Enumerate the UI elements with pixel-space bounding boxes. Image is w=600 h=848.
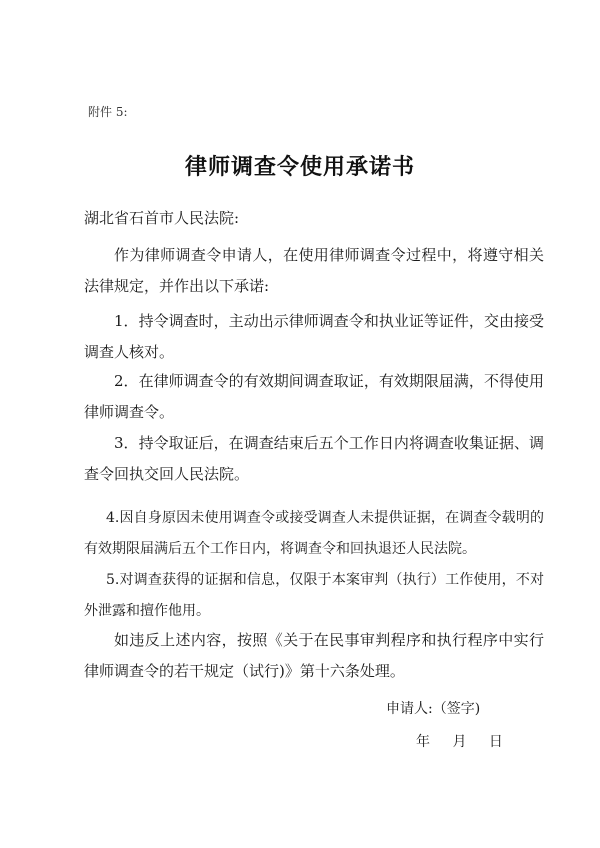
closing-paragraph: 如违反上述内容，按照《关于在民事审判程序和执行程序中实行律师调查令的若干规定（试行)》第十六条处理。 [84,631,544,680]
signature-line: 申请人:（签字) [386,701,481,717]
attachment-label: 附件 5: [88,105,128,119]
date-line: 年 月 日 [416,734,503,750]
commitment-4: 4.因自身原因未使用调查令或接受调查人未提供证据，在调查令载明的有效期限届满后五个工作日内，将调查令和回执退还人民法院。 [84,510,544,557]
addressee: 湖北省石首市人民法院: [84,209,240,227]
commitment-2: 2．在律师调查令的有效期间调查取证，有效期限届满，不得使用律师调查令。 [84,372,544,421]
commitment-1: 1．持令调查时，主动出示律师调查令和执业证等证件，交由接受调查人核对。 [84,312,544,361]
intro-paragraph: 作为律师调查令申请人，在使用律师调查令过程中，将遵守相关法律规定，并作出以下承诺: [84,246,544,295]
document-title: 律师调查令使用承诺书 [184,154,415,180]
commitment-5: 5.对调查获得的证据和信息，仅限于本案审判（执行）工作使用，不对外泄露和擅作他用。 [84,572,544,619]
commitment-3: 3．持令取证后，在调查结束后五个工作日内将调查收集证据、调查令回执交回人民法院。 [84,434,544,483]
